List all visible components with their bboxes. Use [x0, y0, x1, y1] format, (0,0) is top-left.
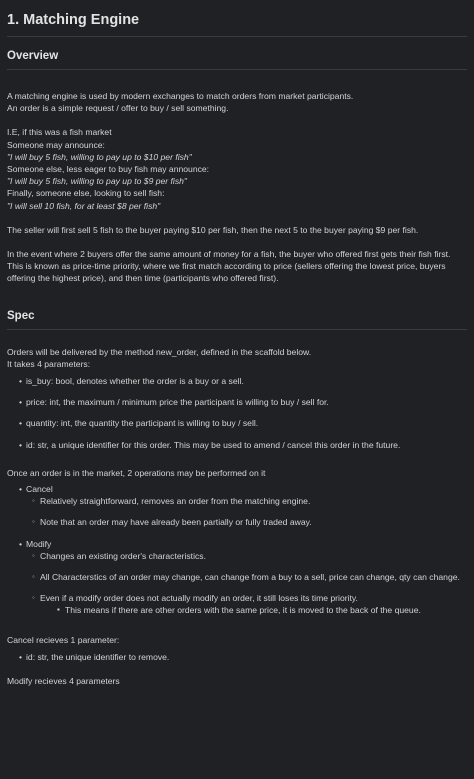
- priority-paragraph: In the event where 2 buyers offer the same amount of money for a fish, the buyer who offered first gets their fish first.: [7, 249, 451, 260]
- time-priority-sublist: [7, 604, 467, 616]
- list-item: • is_buy: bool, denotes whether the order is a buy or a sell.: [7, 375, 467, 387]
- operations-intro: Once an order is in the market, 2 operations may be performed on it: [7, 467, 266, 478]
- page-title: 1. Matching Engine: [7, 10, 467, 37]
- overview-intro-line: A matching engine is used by modern exchanges to match orders from market participants.: [7, 91, 354, 101]
- list-item: • id: str, a unique identifier for this order. This may be used to amend / cancel this order in the future.: [7, 439, 467, 451]
- new-order-param-list: [7, 375, 467, 451]
- example-line: Someone else, less eager to buy fish may announce:: [7, 164, 210, 175]
- cancel-label: Cancel: [26, 484, 53, 495]
- spec-heading: Spec: [7, 308, 467, 330]
- cancel-params-intro: Cancel recieves 1 parameter:: [7, 634, 120, 645]
- list-item: ◦ Note that an order may have already been partially or fully traded away.: [7, 516, 467, 528]
- list-item: • id: str, the unique identifier to remove.: [7, 651, 467, 663]
- list-item: ◦ Changes an existing order's characteristics.: [7, 550, 467, 562]
- cancel-param-list: [7, 651, 467, 663]
- list-item: ◦ Relatively straightforward, removes an order from the matching engine.: [7, 495, 467, 507]
- example-quote: "I will sell 10 fish, for at least $8 per fish": [7, 200, 161, 211]
- list-item: • quantity: int, the quantity the participant is willing to buy / sell.: [7, 417, 467, 429]
- cancel-details: [7, 495, 467, 528]
- example-line: Finally, someone else, looking to sell fish:: [7, 188, 165, 199]
- list-item: [7, 538, 467, 617]
- list-item: • price: int, the maximum / minimum price the participant is willing to buy / sell for.: [7, 396, 467, 408]
- overview-heading: Overview: [7, 48, 467, 70]
- modify-label: Modify: [26, 538, 52, 549]
- modify-params-intro: Modify recieves 4 parameters: [7, 676, 120, 687]
- example-quote: "I will buy 5 fish, willing to pay up to $9 per fish": [7, 176, 187, 187]
- time-priority-note: Even if a modify order does not actually modify an order, it still loses its time priority.: [40, 593, 358, 604]
- spec-intro-line: It takes 4 parameters:: [7, 358, 91, 369]
- example-line: Someone may announce:: [7, 139, 105, 150]
- seller-paragraph: The seller will first sell 5 fish to the buyer paying $10 per fish, then the next 5 to the buyer paying $9 per fish.: [7, 224, 419, 235]
- list-item: [7, 592, 467, 616]
- price-time-priority-paragraph: This is known as price-time priority, where we first match according to price (sellers offering the lowest price, buyers offering the highest price), and then time (participants who offered first).: [7, 261, 446, 284]
- overview-intro-line: An order is a simple request / offer to buy / sell something.: [7, 103, 229, 114]
- operations-list: [7, 483, 467, 617]
- spec-intro-line: Orders will be delivered by the method new_order, defined in the scaffold below.: [7, 346, 312, 357]
- modify-details: [7, 550, 467, 617]
- example-quote: "I will buy 5 fish, willing to pay up to $10 per fish": [7, 151, 192, 162]
- example-line: I.E, if this was a fish market: [7, 127, 112, 138]
- fish-market-example: [7, 126, 467, 211]
- list-item: ▪ This means if there are other orders with the same price, it is moved to the back of the queue.: [7, 604, 467, 616]
- list-item: [7, 483, 467, 529]
- list-item: ◦ All Characterstics of an order may change, can change from a buy to a sell, price can change, qty can change.: [7, 571, 467, 583]
